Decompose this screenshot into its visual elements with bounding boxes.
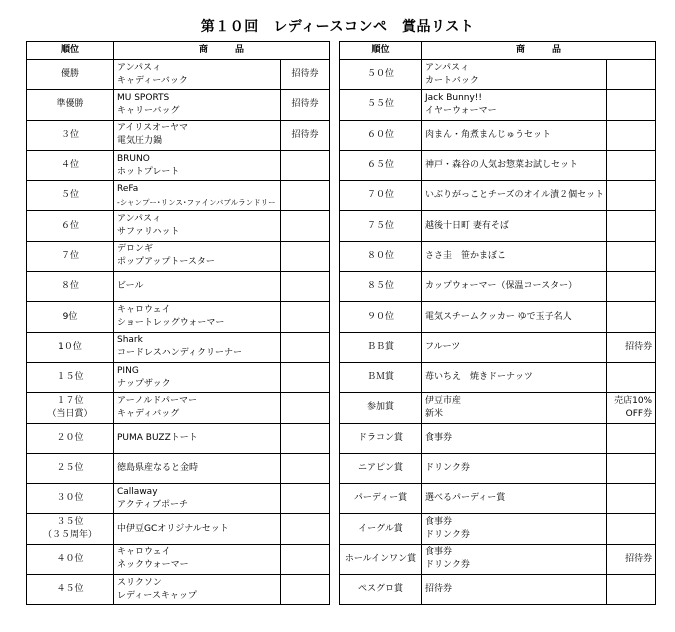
rank-text: （３５周年）	[42, 530, 97, 541]
rank-cell	[27, 332, 114, 362]
rank-cell	[340, 90, 422, 120]
rank-text: ８位	[60, 281, 79, 292]
prize-text: 電気スチームクッカー ゆで玉子名人	[425, 311, 572, 322]
note-cell	[281, 181, 330, 211]
rank-text: ８０位	[366, 250, 394, 261]
rank-text: ４位	[60, 160, 79, 171]
rank-text: ６０位	[366, 129, 394, 140]
prize-text: アイリスオーヤマ	[117, 123, 189, 134]
prize-text: ネックウォーマー	[117, 560, 189, 571]
rank-text: （当日賞）	[47, 408, 93, 419]
note-cell	[281, 60, 330, 90]
table-row	[27, 544, 330, 574]
rank-text: ニアピン賞	[357, 463, 403, 473]
prize-text: 苺いちえ 焼きドーナッツ	[425, 372, 533, 383]
rank-cell	[27, 181, 114, 211]
table-row	[340, 241, 656, 271]
note-cell	[281, 362, 330, 392]
rank-cell	[27, 362, 114, 392]
rank-cell	[340, 120, 422, 150]
prize-cell	[422, 181, 607, 211]
rank-text: ２５位	[56, 463, 84, 473]
prize-text: アンパスィ	[117, 214, 162, 225]
prize-cell	[422, 302, 607, 332]
prize-text: Shark	[117, 335, 143, 346]
table-row	[340, 544, 656, 574]
rank-text: ２０位	[56, 432, 84, 443]
prize-cell	[422, 514, 607, 544]
rank-cell	[340, 453, 422, 483]
prize-cell	[114, 90, 281, 120]
note-cell	[281, 544, 330, 574]
prize-text: アンパスィ	[425, 62, 470, 73]
prize-cell	[114, 453, 281, 483]
table-row	[340, 453, 656, 483]
note-cell	[607, 211, 656, 241]
rank-text: ３０位	[56, 493, 84, 504]
note-cell	[281, 120, 330, 150]
prize-text: ドリンク券	[425, 560, 470, 571]
prize-cell	[114, 150, 281, 180]
rank-cell	[27, 575, 114, 605]
rank-cell	[27, 60, 114, 90]
rank-text: ５５位	[366, 99, 394, 110]
prize-text: ビール	[117, 281, 144, 292]
note-cell	[607, 453, 656, 483]
table-row	[27, 575, 330, 605]
table-row	[340, 120, 656, 150]
prize-text: Jack Bunny!!	[425, 92, 483, 103]
rank-cell	[27, 120, 114, 150]
rank-text: ５０位	[366, 69, 394, 80]
rank-text: ７０位	[366, 190, 394, 201]
table-row	[340, 514, 656, 544]
prize-text: ショートレッグウォーマー	[117, 318, 225, 329]
prize-text: フルーツ	[425, 341, 461, 352]
prize-text: キャロウェイ	[117, 547, 171, 558]
rank-text: 優勝	[60, 69, 79, 80]
prize-cell	[114, 241, 281, 271]
note-cell	[281, 514, 330, 544]
prize-text: BRUNO	[117, 153, 150, 164]
note-text: 招待券	[625, 553, 653, 564]
prize-cell	[114, 484, 281, 514]
note-cell	[281, 332, 330, 362]
prize-text: 越後十日町 妻有そば	[425, 220, 509, 231]
note-cell	[607, 575, 656, 605]
rank-cell	[340, 393, 422, 423]
note-cell	[607, 362, 656, 392]
note-text: OFF券	[625, 408, 653, 419]
prize-text: 伊豆市産	[425, 395, 462, 406]
prize-text: アーノルドパーマー	[117, 395, 198, 406]
table-row	[340, 302, 656, 332]
table-row	[27, 453, 330, 483]
prize-text: レディースキャップ	[117, 590, 197, 601]
rank-text: １７位	[56, 395, 84, 406]
note-text: 招待券	[625, 341, 653, 352]
rank-cell	[340, 514, 422, 544]
prize-cell	[114, 544, 281, 574]
prize-header: 商 品	[114, 42, 330, 60]
rank-text: ３５位	[56, 517, 84, 528]
rank-text: 9位	[62, 311, 78, 322]
rank-text: ８５位	[366, 281, 394, 292]
prize-text: 徳島県産なると金時	[117, 463, 199, 473]
rank-cell	[340, 60, 422, 90]
rank-text: ６位	[60, 220, 79, 231]
note-text: 招待券	[291, 129, 319, 140]
prize-cell	[422, 575, 607, 605]
table-row	[27, 393, 330, 423]
rank-cell	[27, 241, 114, 271]
table-row	[27, 120, 330, 150]
prize-text: コードレスハンディクリーナー	[117, 348, 243, 359]
prize-cell	[422, 272, 607, 302]
table-row	[340, 272, 656, 302]
rank-cell	[340, 332, 422, 362]
prize-cell	[114, 272, 281, 302]
table-row	[27, 484, 330, 514]
prize-text: PUMA BUZZトート	[117, 432, 198, 443]
note-cell	[607, 514, 656, 544]
note-cell	[281, 302, 330, 332]
prize-cell	[422, 211, 607, 241]
rank-cell	[340, 362, 422, 392]
prize-cell	[422, 423, 607, 453]
prize-text: キャディーバック	[117, 75, 188, 86]
table-row	[27, 90, 330, 120]
note-cell	[607, 332, 656, 362]
prize-cell	[114, 514, 281, 544]
rank-cell	[340, 575, 422, 605]
rank-cell	[340, 211, 422, 241]
prize-text: イヤーウォーマー	[425, 105, 497, 116]
rank-text: ４０位	[56, 553, 84, 564]
prize-text: アクティブポーチ	[117, 499, 189, 510]
rank-text: ドラコン賞	[357, 432, 403, 443]
prize-table-left	[26, 41, 330, 605]
prize-text: カップウォーマー（保温コースター）	[425, 281, 578, 292]
prize-cell	[114, 575, 281, 605]
prize-text: 新米	[425, 408, 444, 419]
note-cell	[281, 393, 330, 423]
rank-cell	[340, 423, 422, 453]
rank-cell	[27, 453, 114, 483]
table-row	[340, 423, 656, 453]
prize-cell	[114, 332, 281, 362]
table-row	[340, 484, 656, 514]
table-row	[340, 150, 656, 180]
table-row	[27, 332, 330, 362]
prize-text: サファリハット	[117, 227, 180, 238]
prize-cell	[114, 211, 281, 241]
note-cell	[281, 150, 330, 180]
prize-cell	[422, 150, 607, 180]
rank-cell	[340, 272, 422, 302]
rank-text: ９０位	[366, 311, 394, 322]
prize-text: MU SPORTS	[117, 92, 170, 103]
prize-text: スリクソン	[117, 577, 162, 588]
note-cell	[607, 544, 656, 574]
note-cell	[607, 60, 656, 90]
rank-header: 順位	[340, 42, 422, 60]
rank-text: ３位	[60, 129, 79, 140]
table-row	[340, 181, 656, 211]
rank-text: ホールインワン賞	[344, 553, 417, 564]
rank-cell	[340, 241, 422, 271]
note-cell	[281, 453, 330, 483]
prize-cell	[114, 60, 281, 90]
note-cell	[607, 393, 656, 423]
rank-text: ＢＭ賞	[366, 372, 394, 383]
rank-text: ＢＢ賞	[366, 341, 394, 352]
rank-cell	[340, 150, 422, 180]
note-cell	[607, 302, 656, 332]
rank-cell	[340, 544, 422, 574]
table-row	[27, 362, 330, 392]
note-text: 売店10%	[614, 395, 653, 406]
note-cell	[281, 484, 330, 514]
note-cell	[281, 272, 330, 302]
rank-text: ６５位	[366, 160, 394, 171]
prize-text: ささ圭 笹かまぼこ	[425, 250, 507, 261]
prize-cell	[422, 544, 607, 574]
table-row	[340, 332, 656, 362]
rank-cell	[27, 302, 114, 332]
prize-text: 食事券	[425, 547, 453, 558]
prize-cell	[422, 241, 607, 271]
prize-text: 食事券	[425, 517, 453, 528]
prize-text: 招待券	[425, 584, 453, 595]
prize-text: ホットプレート	[117, 166, 180, 177]
rank-cell	[27, 150, 114, 180]
prize-text: キャディバッグ	[117, 408, 180, 419]
table-row	[340, 60, 656, 90]
prize-cell	[114, 423, 281, 453]
rank-cell	[27, 484, 114, 514]
rank-cell	[27, 544, 114, 574]
prize-cell	[114, 120, 281, 150]
note-cell	[607, 120, 656, 150]
prize-text: ドリンク券	[425, 463, 470, 473]
note-cell	[607, 150, 656, 180]
table-row	[27, 181, 330, 211]
rank-header: 順位	[27, 42, 114, 60]
note-text: 招待券	[291, 69, 319, 80]
page-title: 第１０回 レディースコンペ 賞品リスト	[200, 19, 475, 35]
prize-header: 商 品	[422, 42, 656, 60]
prize-cell	[422, 393, 607, 423]
note-cell	[281, 211, 330, 241]
table-row	[27, 150, 330, 180]
table-header-row	[340, 42, 656, 60]
prize-cell	[422, 484, 607, 514]
note-cell	[607, 181, 656, 211]
table-row	[27, 241, 330, 271]
note-cell	[607, 90, 656, 120]
rank-text: ペスグロ賞	[357, 584, 403, 595]
prize-text: ポップアップトースター	[117, 257, 215, 268]
prize-text: 食事券	[425, 432, 453, 443]
rank-text: １５位	[56, 372, 84, 383]
rank-text: 参加賞	[366, 402, 394, 413]
prize-text: キャロウェイ	[117, 305, 171, 316]
prize-cell	[422, 60, 607, 90]
rank-cell	[340, 484, 422, 514]
prize-table-right	[339, 41, 656, 605]
prize-text: ReFa	[117, 183, 139, 194]
prize-text: Callaway	[117, 486, 158, 497]
rank-cell	[27, 423, 114, 453]
note-cell	[281, 575, 330, 605]
table-row	[340, 90, 656, 120]
table-row	[27, 302, 330, 332]
rank-text: ４５位	[56, 584, 84, 595]
note-cell	[281, 423, 330, 453]
prize-cell	[422, 453, 607, 483]
prize-text: -シャンプー･リンス･ファインバブルランドリー	[117, 197, 276, 207]
rank-text: ７５位	[366, 220, 394, 231]
table-row	[27, 272, 330, 302]
rank-text: ５位	[60, 190, 79, 201]
note-cell	[281, 241, 330, 271]
rank-cell	[340, 181, 422, 211]
prize-cell	[422, 332, 607, 362]
prize-text: アンパスィ	[117, 62, 162, 73]
rank-text: 準優勝	[56, 99, 84, 110]
table-row	[27, 211, 330, 241]
table-row	[340, 211, 656, 241]
table-header-row	[27, 42, 330, 60]
rank-cell	[27, 514, 114, 544]
note-cell	[607, 484, 656, 514]
rank-cell	[27, 393, 114, 423]
prize-text: ドリンク券	[425, 530, 470, 541]
rank-cell	[27, 90, 114, 120]
prize-text: キャリーバッグ	[117, 105, 180, 116]
note-text: 招待券	[291, 99, 319, 110]
rank-text: 1０位	[58, 341, 82, 352]
prize-cell	[422, 120, 607, 150]
prize-text: PING	[117, 365, 139, 376]
rank-cell	[27, 211, 114, 241]
rank-text: パーディー賞	[353, 493, 408, 504]
rank-cell	[27, 272, 114, 302]
prize-text: 電気圧力鍋	[117, 136, 163, 147]
note-cell	[281, 90, 330, 120]
prize-cell	[422, 362, 607, 392]
rank-text: イーグル賞	[358, 523, 403, 534]
prize-cell	[114, 181, 281, 211]
note-cell	[607, 423, 656, 453]
prize-text: ナップザック	[117, 378, 171, 389]
table-row	[27, 514, 330, 544]
table-row	[340, 575, 656, 605]
prize-text: 肉まん・角煮まんじゅうセット	[425, 129, 552, 140]
note-cell	[607, 272, 656, 302]
prize-text: カートバック	[425, 75, 479, 86]
rank-cell	[340, 302, 422, 332]
rank-text: ７位	[60, 250, 79, 261]
prize-cell	[114, 302, 281, 332]
prize-text: 選べるパーディー賞	[425, 493, 506, 504]
note-cell	[607, 241, 656, 271]
prize-text: 神戸・森谷の人気お惣菜お試しセット	[425, 160, 579, 171]
table-row	[27, 60, 330, 90]
prize-text: デロンギ	[117, 244, 154, 255]
prize-cell	[114, 362, 281, 392]
prize-text: 中伊豆GCオリジナルセット	[117, 523, 229, 534]
prize-cell	[114, 393, 281, 423]
table-row	[340, 393, 656, 423]
table-row	[27, 423, 330, 453]
prize-cell	[422, 90, 607, 120]
table-row	[340, 362, 656, 392]
prize-text: いぶりがっことチーズのオイル漬２個セット	[425, 190, 605, 201]
